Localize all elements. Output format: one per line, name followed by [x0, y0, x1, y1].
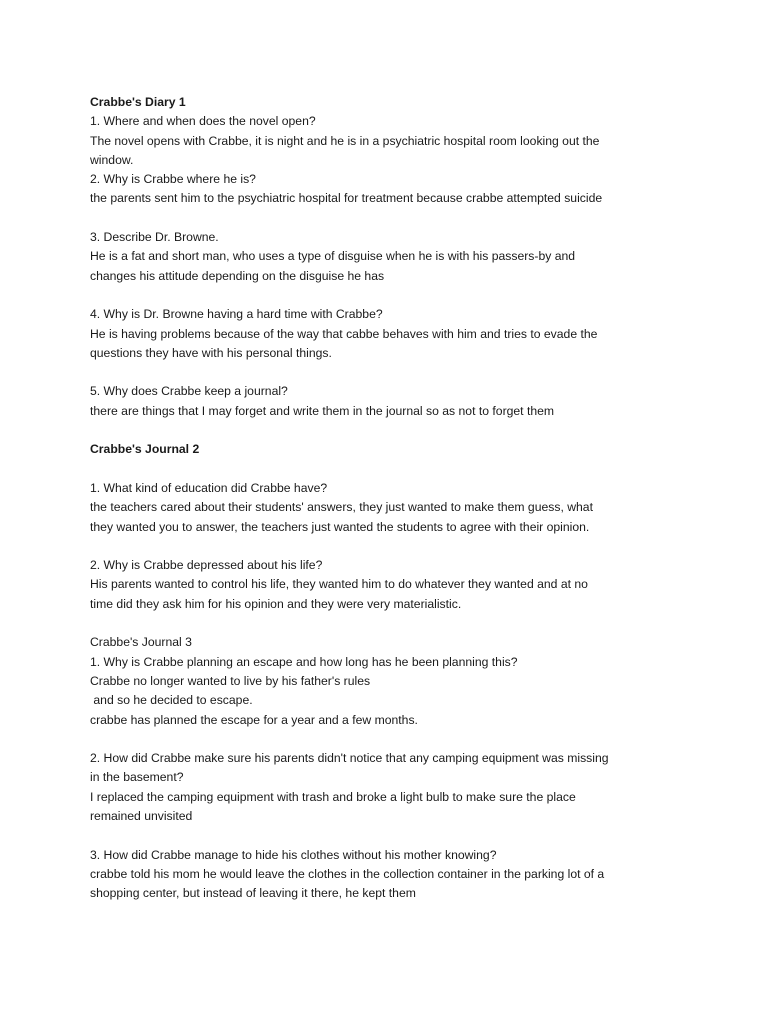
- answer-text: Crabbe no longer wanted to live by his father's rules: [90, 673, 371, 688]
- question-text: in the basement?: [90, 770, 184, 785]
- question-text: 2. Why is Crabbe depressed about his life?: [90, 558, 323, 573]
- answer-text: The novel opens with Crabbe, it is night and he is in a psychiatric hospital room looking out the: [90, 133, 600, 148]
- answer-text: crabbe has planned the escape for a year and a few months.: [90, 712, 418, 727]
- answer-text: the teachers cared about their students' answers, they just wanted to make them guess, what: [90, 500, 593, 515]
- blank-line: [90, 537, 690, 556]
- answer-text: His parents wanted to control his life, they wanted him to do whatever they wanted and at no: [90, 577, 588, 592]
- blank-line: [90, 286, 690, 305]
- blank-line: [90, 421, 690, 440]
- blank-line: [90, 826, 690, 845]
- question-text: 5. Why does Crabbe keep a journal?: [90, 384, 288, 399]
- blank-line: [90, 209, 690, 228]
- answer-text: questions they have with his personal things.: [90, 345, 332, 360]
- question-text: 1. Why is Crabbe planning an escape and how long has he been planning this?: [90, 654, 518, 669]
- answer-text: and so he decided to escape.: [90, 693, 253, 708]
- answer-text: He is having problems because of the way that cabbe behaves with him and tries to evade the: [90, 326, 598, 341]
- blank-line: [90, 730, 690, 749]
- document-page: [90, 93, 690, 903]
- answer-text: I replaced the camping equipment with trash and broke a light bulb to make sure the place: [90, 789, 576, 804]
- answer-text: window.: [90, 152, 134, 167]
- blank-line: [90, 363, 690, 382]
- section-heading-journal-2: Crabbe's Journal 2: [90, 442, 200, 457]
- question-text: 1. What kind of education did Crabbe have?: [90, 480, 328, 495]
- answer-text: shopping center, but instead of leaving it there, he kept them: [90, 886, 416, 901]
- answer-text: crabbe told his mom he would leave the clothes in the collection container in the parking lot of a: [90, 866, 605, 881]
- question-text: 4. Why is Dr. Browne having a hard time with Crabbe?: [90, 307, 383, 322]
- section-heading-diary-1: Crabbe's Diary 1: [90, 95, 186, 109]
- answer-text: they wanted you to answer, the teachers just wanted the students to agree with their opinion.: [90, 519, 590, 534]
- question-text: 3. Describe Dr. Browne.: [90, 230, 219, 245]
- blank-line: [90, 614, 690, 633]
- question-text: 2. Why is Crabbe where he is?: [90, 172, 256, 187]
- blank-line: [90, 460, 690, 479]
- answer-text: changes his attitude depending on the disguise he has: [90, 268, 385, 283]
- answer-text: time did they ask him for his opinion and they were very materialistic.: [90, 596, 462, 611]
- section-heading-journal-3: Crabbe's Journal 3: [90, 635, 192, 650]
- question-text: 2. How did Crabbe make sure his parents didn't notice that any camping equipment was missing: [90, 751, 609, 766]
- question-text: 3. How did Crabbe manage to hide his clothes without his mother knowing?: [90, 847, 497, 862]
- answer-text: there are things that I may forget and write them in the journal so as not to forget them: [90, 403, 555, 418]
- answer-text: remained unvisited: [90, 808, 193, 823]
- answer-text: He is a fat and short man, who uses a type of disguise when he is with his passers-by and: [90, 249, 576, 264]
- question-text: 1. Where and when does the novel open?: [90, 114, 316, 129]
- answer-text: the parents sent him to the psychiatric hospital for treatment because crabbe attempted suicide: [90, 191, 603, 206]
